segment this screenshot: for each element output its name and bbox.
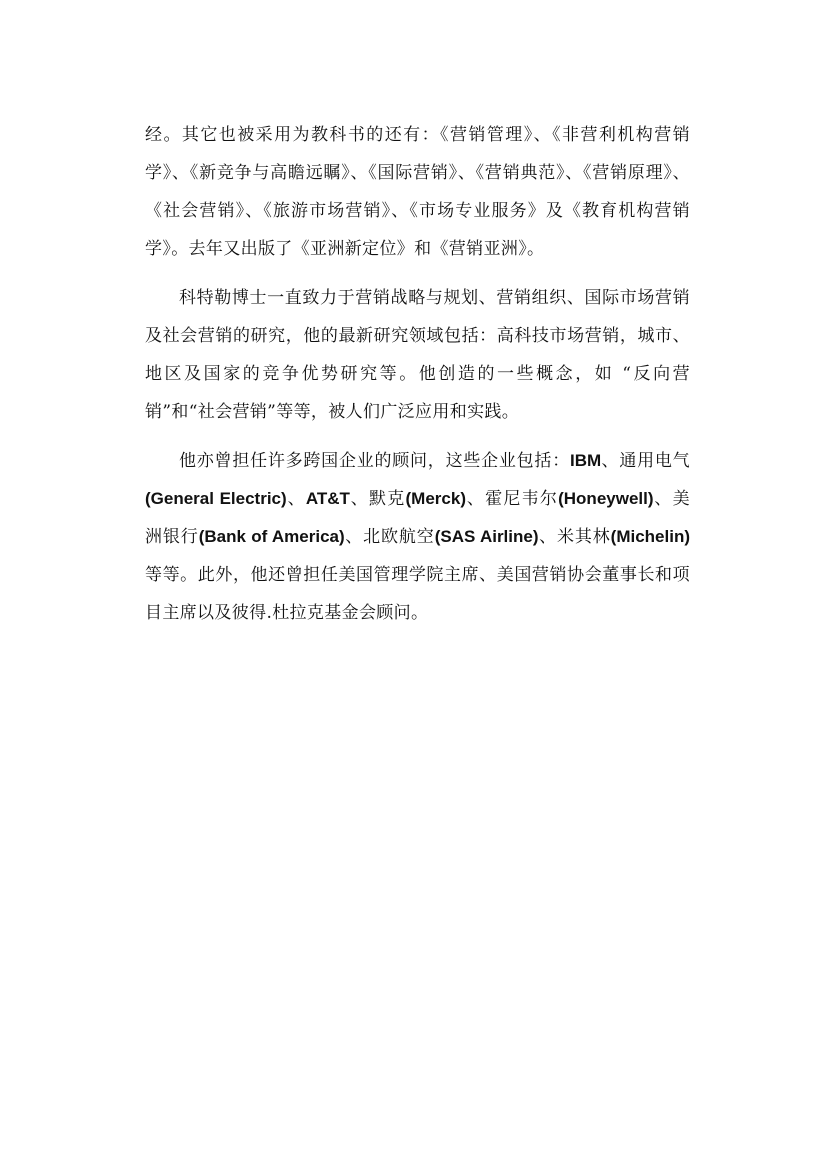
paragraph-text: 、默克 [349, 489, 406, 509]
document-body [145, 116, 690, 632]
paragraph-text: 、北欧航空 [344, 527, 435, 547]
paragraph-textbook-list [145, 116, 690, 268]
paragraph-text: 、米其林 [538, 527, 611, 547]
company-name-honeywell: (Honeywell) [558, 489, 654, 508]
company-name-ibm: IBM [569, 451, 602, 470]
paragraph-text: 、通用电气 [601, 451, 690, 471]
paragraph-text: 、美洲银行 [145, 489, 691, 547]
company-name-general-electric: (General Electric) [145, 489, 287, 508]
paragraph-research-focus [145, 279, 690, 431]
company-name-att: AT&T [305, 489, 350, 508]
company-name-sas-airline: (SAS Airline) [434, 527, 539, 546]
paragraph-text: 、霍尼韦尔 [465, 489, 559, 509]
paragraph-text: 等等。此外，他还曾担任美国管理学院主席、美国营销协会董事长和项目主席以及彼得.杜拉克基金会顾问。 [145, 565, 690, 623]
paragraph-text: 经。其它也被采用为教科书的还有：《营销管理》、《非营利机构营销学》、《新竞争与高瞻远瞩》、《国际营销》、《营销典范》、《营销原理》、《社会营销》、《旅游市场营销》、《市场专业服务》及《教育机构营销学》。去年又出版了《亚洲新定位》和《营销亚洲》。 [145, 125, 690, 259]
paragraph-text: 、 [286, 489, 306, 509]
paragraph-consulting-clients [145, 442, 690, 632]
paragraph-text: 他亦曾担任许多跨国企业的顾问，这些企业包括： [179, 451, 570, 471]
company-name-bank-of-america: (Bank of America) [198, 527, 345, 546]
company-name-michelin: (Michelin) [610, 527, 690, 546]
paragraph-text: 科特勒博士一直致力于营销战略与规划、营销组织、国际市场营销及社会营销的研究，他的最新研究领域包括：高科技市场营销，城市、地区及国家的竞争优势研究等。他创造的一些概念，如 “反向营销”和“社会营销”等等，被人们广泛应用和实践。 [145, 288, 690, 422]
company-name-merck: (Merck) [405, 489, 466, 508]
